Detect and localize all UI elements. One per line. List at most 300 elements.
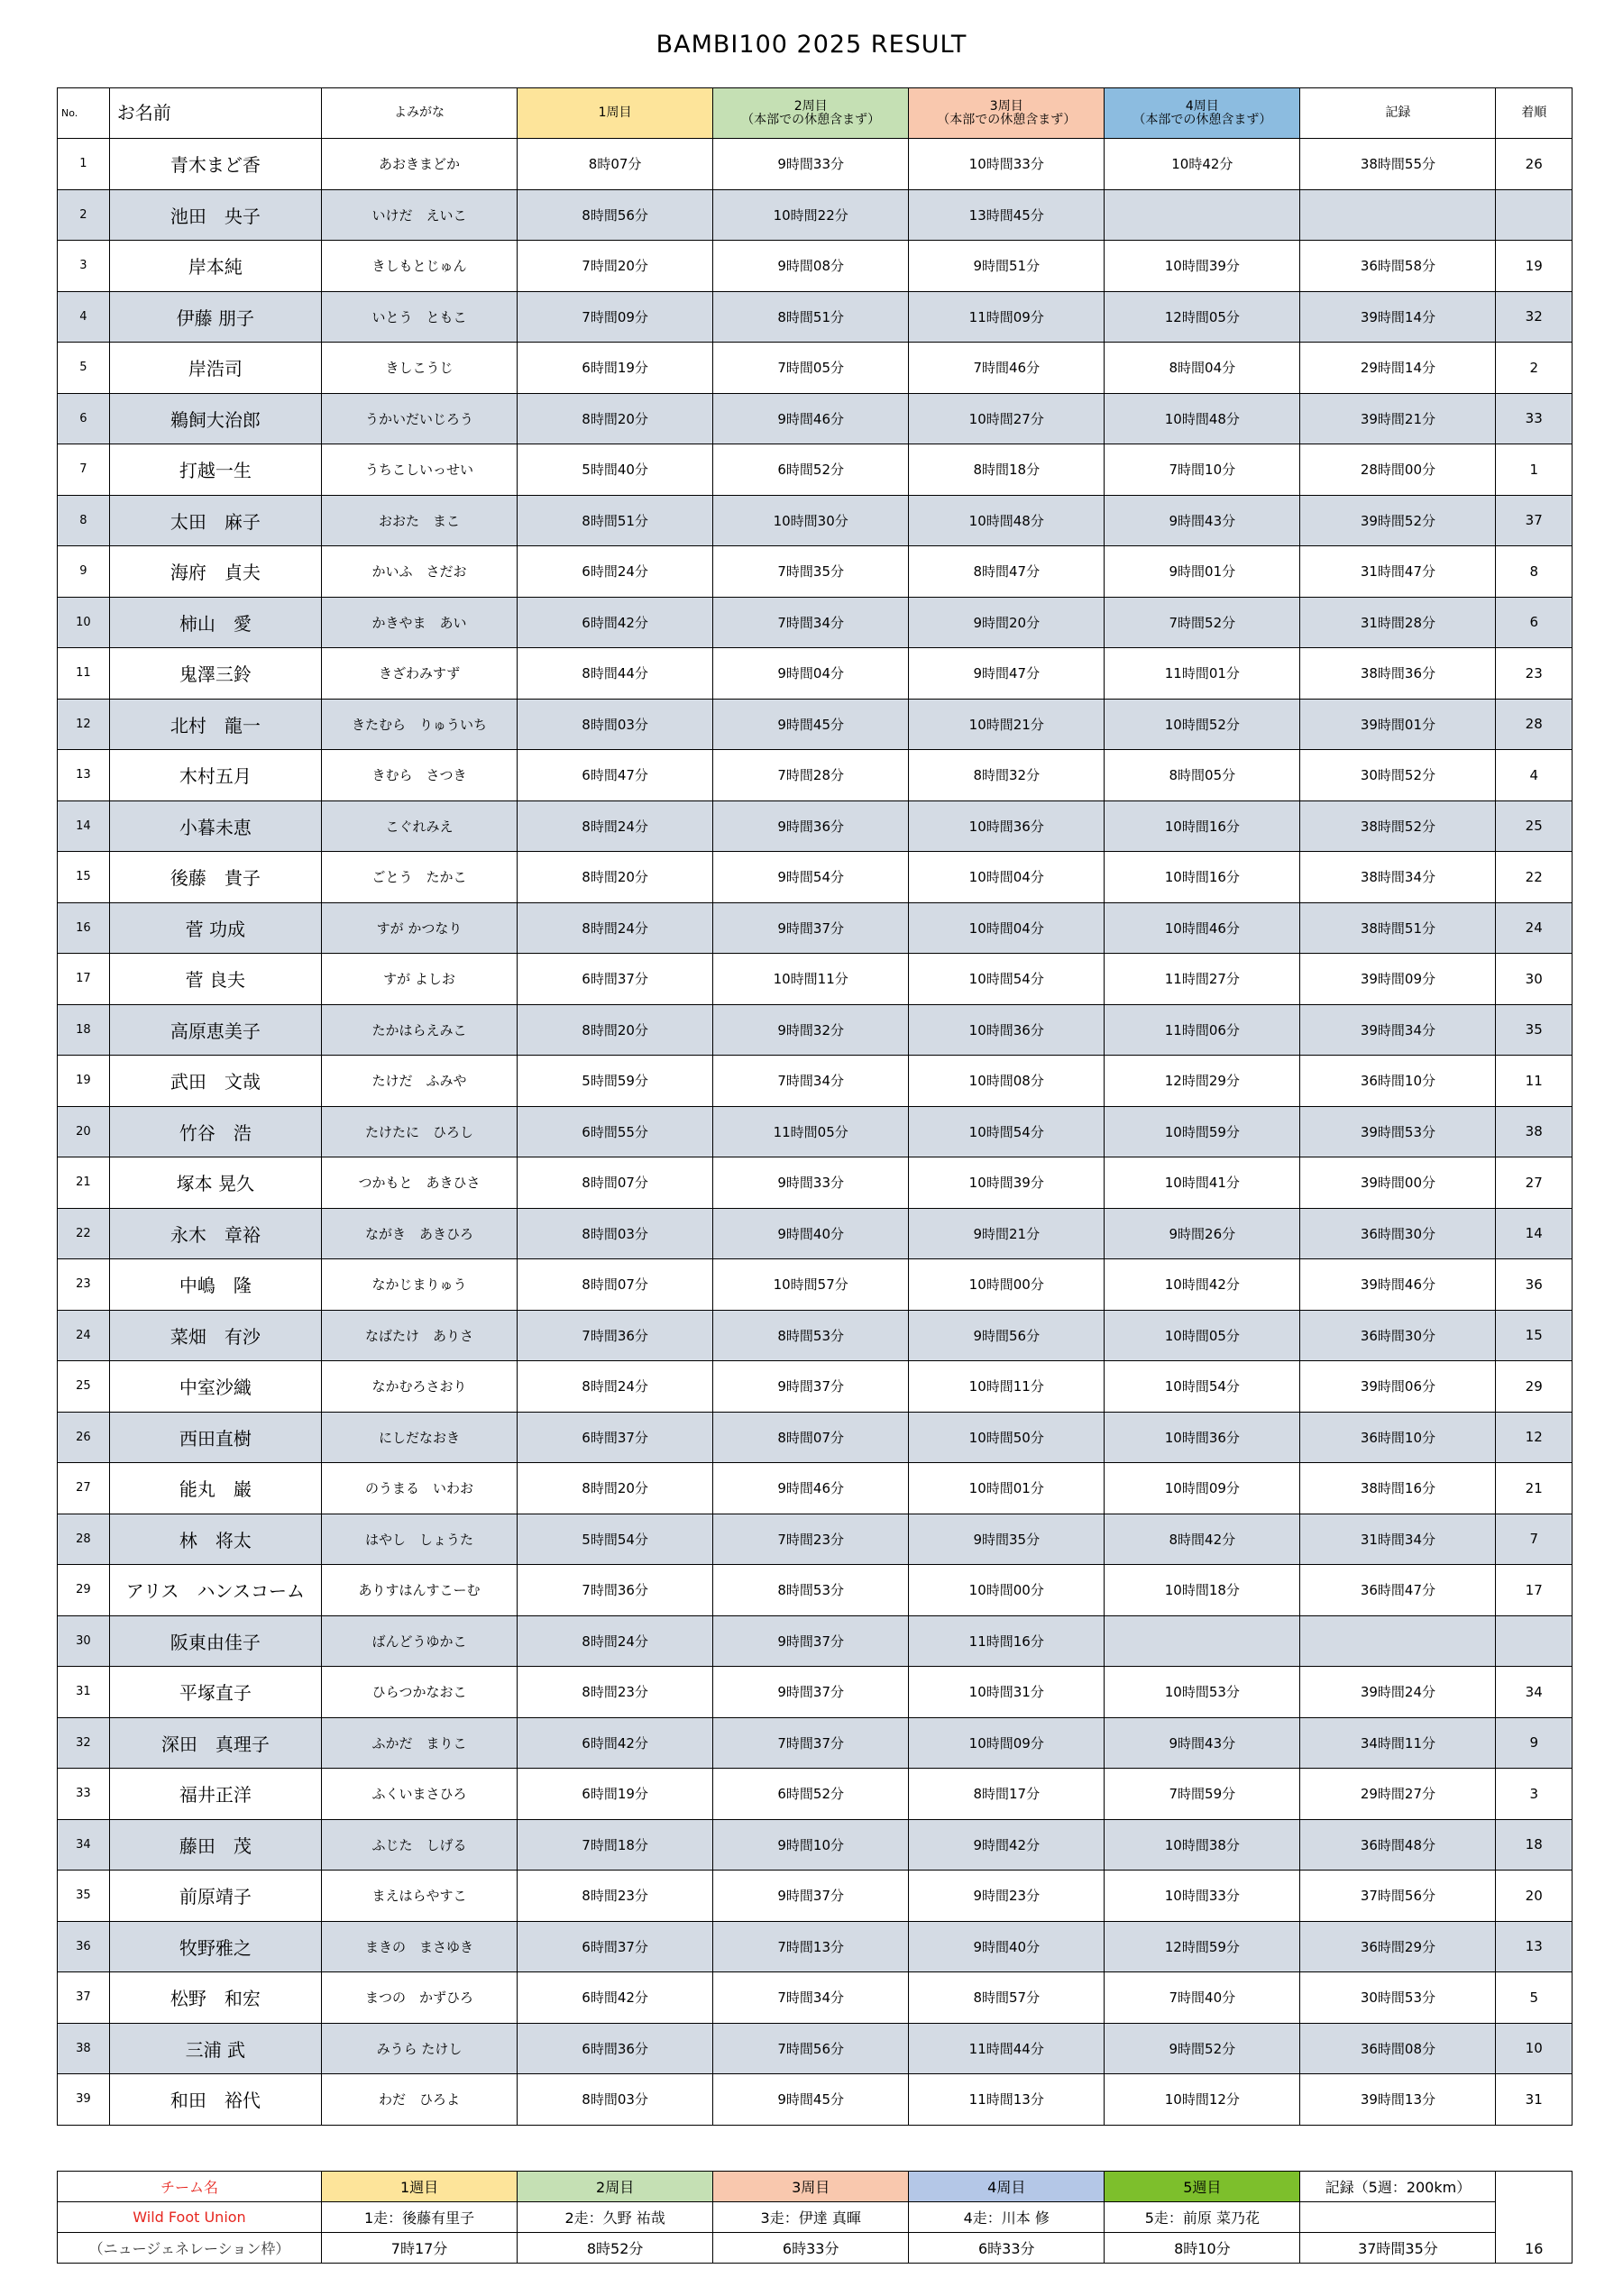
lap1-time: 6時間24分 — [518, 546, 713, 598]
lap3-time: 11時間13分 — [909, 2074, 1105, 2126]
lap1-time: 8時間44分 — [518, 648, 713, 700]
lap1-time: 8時間20分 — [518, 1004, 713, 1056]
table-row — [58, 1717, 1573, 1769]
record-time: 28時間00分 — [1300, 444, 1496, 496]
runner-yomi: まえはらやすこ — [321, 1871, 517, 1922]
page-title: BAMBI100 2025 RESULT — [656, 31, 967, 59]
row-no: 31 — [58, 1667, 110, 1718]
lap1-time: 6時間55分 — [518, 1106, 713, 1157]
lap4-time: 10時間52分 — [1105, 699, 1300, 750]
table-row — [58, 2074, 1573, 2126]
finish-place: 7 — [1496, 1514, 1573, 1565]
finish-place: 34 — [1496, 1667, 1573, 1718]
record-time — [1300, 1615, 1496, 1667]
row-no: 36 — [58, 1921, 110, 1972]
lap3-time: 9時間40分 — [909, 1921, 1105, 1972]
lap1-time: 8時07分 — [518, 139, 713, 190]
runner-name: 塚本 晃久 — [109, 1157, 321, 1209]
header-lap1 — [518, 88, 713, 139]
finish-place: 20 — [1496, 1871, 1573, 1922]
lap3-time: 11時間09分 — [909, 291, 1105, 343]
team-lap2-header: 2周目 — [518, 2172, 713, 2202]
runner-name: 後藤 貴子 — [109, 852, 321, 903]
record-time: 36時間47分 — [1300, 1565, 1496, 1616]
runner-yomi: うかいだいじろう — [321, 393, 517, 444]
record-time: 39時間46分 — [1300, 1259, 1496, 1311]
lap3-time: 10時間01分 — [909, 1463, 1105, 1514]
finish-place: 12 — [1496, 1412, 1573, 1463]
row-no: 1 — [58, 139, 110, 190]
finish-place: 1 — [1496, 444, 1573, 496]
runner-name: 鬼澤三鈴 — [109, 648, 321, 700]
lap3-time: 9時間42分 — [909, 1819, 1105, 1871]
runner-yomi: わだ ひろよ — [321, 2074, 517, 2126]
row-no: 37 — [58, 1972, 110, 2024]
finish-place: 10 — [1496, 2023, 1573, 2074]
runner-name: 深田 真理子 — [109, 1717, 321, 1769]
record-time: 39時間52分 — [1300, 495, 1496, 546]
table-row — [58, 1615, 1573, 1667]
row-no: 21 — [58, 1157, 110, 1209]
team-lap1-header: 1週目 — [322, 2172, 518, 2202]
lap2-time: 10時間30分 — [713, 495, 909, 546]
runner-name: 太田 麻子 — [109, 495, 321, 546]
table-row — [58, 1514, 1573, 1565]
lap4-time: 9時間43分 — [1105, 1717, 1300, 1769]
lap1-time: 8時間07分 — [518, 1157, 713, 1209]
finish-place: 3 — [1496, 1769, 1573, 1820]
lap3-time: 9時間20分 — [909, 597, 1105, 648]
runner-yomi: ごとう たかこ — [321, 852, 517, 903]
lap4-time: 10時間16分 — [1105, 800, 1300, 852]
finish-place: 5 — [1496, 1972, 1573, 2024]
table-row — [58, 750, 1573, 801]
team-runner-1: 1走：後藤有里子 — [322, 2202, 518, 2233]
runner-yomi: のうまる いわお — [321, 1463, 517, 1514]
lap2-time: 9時間40分 — [713, 1208, 909, 1259]
lap2-time: 9時間37分 — [713, 1361, 909, 1413]
runner-name: 中嶋 隆 — [109, 1259, 321, 1311]
lap3-time: 10時間54分 — [909, 954, 1105, 1005]
record-time: 39時間21分 — [1300, 393, 1496, 444]
table-row — [58, 852, 1573, 903]
header-record: 記録 — [1300, 88, 1496, 139]
lap2-time: 7時間34分 — [713, 1056, 909, 1107]
runner-yomi: なかむろさおり — [321, 1361, 517, 1413]
record-time: 36時間29分 — [1300, 1921, 1496, 1972]
table-row — [58, 546, 1573, 598]
lap4-time: 7時間10分 — [1105, 444, 1300, 496]
table-row — [58, 139, 1573, 190]
runner-yomi: こぐれみえ — [321, 800, 517, 852]
runner-yomi: すが よしお — [321, 954, 517, 1005]
runner-name: 伊藤 朋子 — [109, 291, 321, 343]
table-row — [58, 1361, 1573, 1413]
runner-name: 小暮未恵 — [109, 800, 321, 852]
row-no: 29 — [58, 1565, 110, 1616]
header-lap2 — [713, 88, 909, 139]
runner-yomi: かいふ さだお — [321, 546, 517, 598]
header-no: No. — [58, 88, 110, 139]
table-row — [58, 393, 1573, 444]
lap4-time: 9時間26分 — [1105, 1208, 1300, 1259]
runner-yomi: ふじた しげる — [321, 1819, 517, 1871]
runner-yomi: ばんどうゆかこ — [321, 1615, 517, 1667]
team-time-5: 8時10分 — [1105, 2233, 1300, 2264]
lap1-time: 8時間20分 — [518, 393, 713, 444]
record-time: 29時間14分 — [1300, 343, 1496, 394]
record-time: 36時間48分 — [1300, 1819, 1496, 1871]
lap1-time: 8時間24分 — [518, 1615, 713, 1667]
team-header-row — [58, 2172, 1573, 2202]
team-time-2: 8時52分 — [518, 2233, 713, 2264]
finish-place: 21 — [1496, 1463, 1573, 1514]
team-lap3-header: 3周目 — [713, 2172, 909, 2202]
header-lap3-sub: （本部での休憩含まず） — [937, 112, 1077, 127]
lap3-time: 9時間51分 — [909, 241, 1105, 292]
lap2-time: 9時間46分 — [713, 393, 909, 444]
lap1-time: 8時間03分 — [518, 1208, 713, 1259]
runner-name: 池田 央子 — [109, 189, 321, 241]
table-row — [58, 1819, 1573, 1871]
runner-name: 藤田 茂 — [109, 1819, 321, 1871]
runner-name: 武田 文哉 — [109, 1056, 321, 1107]
team-record-header: 記録（5週：200km） — [1300, 2172, 1496, 2202]
lap3-time: 9時間47分 — [909, 648, 1105, 700]
row-no: 17 — [58, 954, 110, 1005]
row-no: 13 — [58, 750, 110, 801]
table-row — [58, 1412, 1573, 1463]
record-time: 38時間16分 — [1300, 1463, 1496, 1514]
runner-name: 岸浩司 — [109, 343, 321, 394]
row-no: 5 — [58, 343, 110, 394]
record-time: 39時間13分 — [1300, 2074, 1496, 2126]
runner-name: 西田直樹 — [109, 1412, 321, 1463]
lap1-time: 6時間36分 — [518, 2023, 713, 2074]
lap3-time: 10時間36分 — [909, 800, 1105, 852]
team-lap4-header: 4周目 — [909, 2172, 1105, 2202]
lap2-time: 9時間33分 — [713, 139, 909, 190]
runner-name: 竹谷 浩 — [109, 1106, 321, 1157]
lap3-time: 10時間33分 — [909, 139, 1105, 190]
lap4-time: 9時間01分 — [1105, 546, 1300, 598]
runner-name: 阪東由佳子 — [109, 1615, 321, 1667]
record-time: 36時間08分 — [1300, 2023, 1496, 2074]
table-row — [58, 2023, 1573, 2074]
row-no: 39 — [58, 2074, 110, 2126]
table-row — [58, 241, 1573, 292]
lap1-time: 7時間36分 — [518, 1565, 713, 1616]
lap4-time: 10時間48分 — [1105, 393, 1300, 444]
finish-place: 26 — [1496, 139, 1573, 190]
finish-place — [1496, 189, 1573, 241]
record-time: 31時間47分 — [1300, 546, 1496, 598]
table-row — [58, 291, 1573, 343]
team-runner-5: 5走：前原 菜乃花 — [1105, 2202, 1300, 2233]
team-time-3: 6時33分 — [713, 2233, 909, 2264]
runner-yomi: かきやま あい — [321, 597, 517, 648]
finish-place: 2 — [1496, 343, 1573, 394]
lap3-time: 11時間16分 — [909, 1615, 1105, 1667]
table-row — [58, 597, 1573, 648]
finish-place: 6 — [1496, 597, 1573, 648]
row-no: 23 — [58, 1259, 110, 1311]
row-no: 3 — [58, 241, 110, 292]
runner-name: 海府 貞夫 — [109, 546, 321, 598]
lap2-time: 10時間22分 — [713, 189, 909, 241]
team-runner-2: 2走：久野 祐哉 — [518, 2202, 713, 2233]
row-no: 4 — [58, 291, 110, 343]
lap4-time: 12時間29分 — [1105, 1056, 1300, 1107]
runner-name: 打越一生 — [109, 444, 321, 496]
runner-yomi: ふくいまさひろ — [321, 1769, 517, 1820]
lap2-time: 9時間10分 — [713, 1819, 909, 1871]
runner-name: 三浦 武 — [109, 2023, 321, 2074]
runner-yomi: いけだ えいこ — [321, 189, 517, 241]
row-no: 27 — [58, 1463, 110, 1514]
lap1-time: 7時間36分 — [518, 1310, 713, 1361]
finish-place: 14 — [1496, 1208, 1573, 1259]
header-lap2-sub: （本部での休憩含まず） — [741, 112, 881, 127]
record-time: 30時間52分 — [1300, 750, 1496, 801]
lap4-time: 10時間54分 — [1105, 1361, 1300, 1413]
lap3-time: 8時間57分 — [909, 1972, 1105, 2024]
lap4-time — [1105, 1615, 1300, 1667]
lap3-time: 8時間32分 — [909, 750, 1105, 801]
team-runner-3: 3走：伊達 真暉 — [713, 2202, 909, 2233]
runner-yomi: はやし しょうた — [321, 1514, 517, 1565]
runner-yomi: なかじまりゅう — [321, 1259, 517, 1311]
lap1-time: 6時間42分 — [518, 597, 713, 648]
header-yomi: よみがな — [321, 88, 517, 139]
runner-yomi: まつの かずひろ — [321, 1972, 517, 2024]
finish-place: 19 — [1496, 241, 1573, 292]
runner-yomi: きむら さつき — [321, 750, 517, 801]
lap1-time: 8時間20分 — [518, 852, 713, 903]
record-time: 39時間06分 — [1300, 1361, 1496, 1413]
lap4-time: 10時間18分 — [1105, 1565, 1300, 1616]
runner-name: 牧野雅之 — [109, 1921, 321, 1972]
row-no: 9 — [58, 546, 110, 598]
record-time: 38時間34分 — [1300, 852, 1496, 903]
lap1-time: 5時間54分 — [518, 1514, 713, 1565]
lap4-time: 7時間40分 — [1105, 1972, 1300, 2024]
lap4-time: 10時間36分 — [1105, 1412, 1300, 1463]
header-lap2-label: 2周目 — [793, 98, 828, 114]
finish-place — [1496, 1615, 1573, 1667]
lap4-time: 10時間12分 — [1105, 2074, 1300, 2126]
lap4-time: 8時間42分 — [1105, 1514, 1300, 1565]
header-lap4 — [1105, 88, 1300, 139]
runner-yomi: たけたに ひろし — [321, 1106, 517, 1157]
finish-place: 32 — [1496, 291, 1573, 343]
finish-place: 4 — [1496, 750, 1573, 801]
row-no: 16 — [58, 902, 110, 954]
runner-name: 林 将太 — [109, 1514, 321, 1565]
lap1-time: 6時間19分 — [518, 343, 713, 394]
finish-place: 8 — [1496, 546, 1573, 598]
record-time: 39時間53分 — [1300, 1106, 1496, 1157]
record-time: 36時間10分 — [1300, 1412, 1496, 1463]
team-time-row — [58, 2233, 1573, 2264]
header-lap1-label: 1周目 — [598, 105, 632, 120]
table-row — [58, 1921, 1573, 1972]
record-time — [1300, 189, 1496, 241]
runner-name: 青木まど香 — [109, 139, 321, 190]
lap2-time: 9時間37分 — [713, 1871, 909, 1922]
lap2-time: 10時間11分 — [713, 954, 909, 1005]
lap3-time: 10時間00分 — [909, 1259, 1105, 1311]
table-row — [58, 495, 1573, 546]
runner-name: 前原靖子 — [109, 1871, 321, 1922]
header-row — [58, 88, 1573, 139]
team-name: Wild Foot Union — [58, 2202, 322, 2233]
lap3-time: 10時間36分 — [909, 1004, 1105, 1056]
lap4-time: 10時間09分 — [1105, 1463, 1300, 1514]
runner-name: 高原恵美子 — [109, 1004, 321, 1056]
runner-name: 木村五月 — [109, 750, 321, 801]
finish-place: 37 — [1496, 495, 1573, 546]
lap4-time: 7時間59分 — [1105, 1769, 1300, 1820]
lap3-time: 11時間44分 — [909, 2023, 1105, 2074]
record-time: 39時間00分 — [1300, 1157, 1496, 1209]
row-no: 24 — [58, 1310, 110, 1361]
lap4-time — [1105, 189, 1300, 241]
team-record-empty — [1300, 2202, 1496, 2233]
record-time: 36時間10分 — [1300, 1056, 1496, 1107]
header-lap4-sub: （本部での休憩含まず） — [1132, 112, 1272, 127]
table-row — [58, 1463, 1573, 1514]
team-runner-row — [58, 2202, 1573, 2233]
lap1-time: 6時間37分 — [518, 1921, 713, 1972]
table-row — [58, 1004, 1573, 1056]
runner-name: 松野 和宏 — [109, 1972, 321, 2024]
lap3-time: 10時間11分 — [909, 1361, 1105, 1413]
lap4-time: 8時間04分 — [1105, 343, 1300, 394]
lap1-time: 6時間19分 — [518, 1769, 713, 1820]
lap4-time: 10時間05分 — [1105, 1310, 1300, 1361]
lap2-time: 9時間36分 — [713, 800, 909, 852]
runner-yomi: おおた まこ — [321, 495, 517, 546]
table-row — [58, 1871, 1573, 1922]
lap2-time: 6時間52分 — [713, 1769, 909, 1820]
lap3-time: 9時間35分 — [909, 1514, 1105, 1565]
lap4-time: 10時間53分 — [1105, 1667, 1300, 1718]
runner-yomi: いとう ともこ — [321, 291, 517, 343]
row-no: 35 — [58, 1871, 110, 1922]
lap2-time: 9時間54分 — [713, 852, 909, 903]
record-time: 31時間34分 — [1300, 1514, 1496, 1565]
runner-yomi: つかもと あきひさ — [321, 1157, 517, 1209]
record-time: 38時間55分 — [1300, 139, 1496, 190]
runner-name: 菅 良夫 — [109, 954, 321, 1005]
lap4-time: 12時間59分 — [1105, 1921, 1300, 1972]
runner-name: 能丸 巌 — [109, 1463, 321, 1514]
lap4-time: 11時間06分 — [1105, 1004, 1300, 1056]
runner-yomi: たかはらえみこ — [321, 1004, 517, 1056]
table-row — [58, 800, 1573, 852]
runner-name: 菅 功成 — [109, 902, 321, 954]
lap3-time: 10時間08分 — [909, 1056, 1105, 1107]
lap2-time: 7時間28分 — [713, 750, 909, 801]
runner-name: 柿山 愛 — [109, 597, 321, 648]
team-time-1: 7時17分 — [322, 2233, 518, 2264]
lap1-time: 6時間37分 — [518, 954, 713, 1005]
team-label: チーム名 — [58, 2172, 322, 2202]
team-table — [57, 2171, 1573, 2264]
lap2-time: 7時間35分 — [713, 546, 909, 598]
runner-yomi: すが かつなり — [321, 902, 517, 954]
lap2-time: 7時間05分 — [713, 343, 909, 394]
lap3-time: 10時間31分 — [909, 1667, 1105, 1718]
row-no: 33 — [58, 1769, 110, 1820]
record-time: 39時間14分 — [1300, 291, 1496, 343]
lap4-time: 9時間52分 — [1105, 2023, 1300, 2074]
lap4-time: 8時間05分 — [1105, 750, 1300, 801]
runner-name: アリス ハンスコーム — [109, 1565, 321, 1616]
lap4-time: 10時間41分 — [1105, 1157, 1300, 1209]
record-time: 38時間52分 — [1300, 800, 1496, 852]
runner-name: 和田 裕代 — [109, 2074, 321, 2126]
finish-place: 9 — [1496, 1717, 1573, 1769]
finish-place: 13 — [1496, 1921, 1573, 1972]
lap2-time: 7時間13分 — [713, 1921, 909, 1972]
lap3-time: 8時間17分 — [909, 1769, 1105, 1820]
lap2-time: 8時間53分 — [713, 1310, 909, 1361]
record-time: 39時間09分 — [1300, 954, 1496, 1005]
lap2-time: 9時間37分 — [713, 1615, 909, 1667]
runner-name: 菜畑 有沙 — [109, 1310, 321, 1361]
runner-yomi: まきの まさゆき — [321, 1921, 517, 1972]
lap1-time: 8時間23分 — [518, 1667, 713, 1718]
runner-name: 中室沙織 — [109, 1361, 321, 1413]
table-row — [58, 1565, 1573, 1616]
row-no: 8 — [58, 495, 110, 546]
runner-yomi: みうら たけし — [321, 2023, 517, 2074]
header-lap4-label: 4周目 — [1185, 98, 1219, 114]
runner-name: 鵜飼大治郎 — [109, 393, 321, 444]
header-lap3 — [909, 88, 1105, 139]
lap3-time: 9時間23分 — [909, 1871, 1105, 1922]
table-row — [58, 1769, 1573, 1820]
finish-place: 27 — [1496, 1157, 1573, 1209]
finish-place: 29 — [1496, 1361, 1573, 1413]
lap2-time: 9時間33分 — [713, 1157, 909, 1209]
runner-yomi: ふかだ まりこ — [321, 1717, 517, 1769]
lap4-time: 10時間39分 — [1105, 241, 1300, 292]
lap3-time: 10時間21分 — [909, 699, 1105, 750]
lap4-time: 11時間01分 — [1105, 648, 1300, 700]
team-place: 16 — [1496, 2172, 1573, 2264]
table-row — [58, 1056, 1573, 1107]
runner-yomi: うちこしいっせい — [321, 444, 517, 496]
lap2-time: 9時間45分 — [713, 2074, 909, 2126]
runner-yomi: ひらつかなおこ — [321, 1667, 517, 1718]
lap4-time: 10時間16分 — [1105, 852, 1300, 903]
lap3-time: 8時間18分 — [909, 444, 1105, 496]
lap3-time: 10時間04分 — [909, 902, 1105, 954]
header-place: 着順 — [1496, 88, 1573, 139]
finish-place: 30 — [1496, 954, 1573, 1005]
finish-place: 18 — [1496, 1819, 1573, 1871]
lap2-time: 9時間04分 — [713, 648, 909, 700]
lap4-time: 10時間42分 — [1105, 1259, 1300, 1311]
lap1-time: 8時間24分 — [518, 1361, 713, 1413]
lap3-time: 10時間09分 — [909, 1717, 1105, 1769]
lap2-time: 7時間34分 — [713, 597, 909, 648]
table-row — [58, 648, 1573, 700]
row-no: 12 — [58, 699, 110, 750]
